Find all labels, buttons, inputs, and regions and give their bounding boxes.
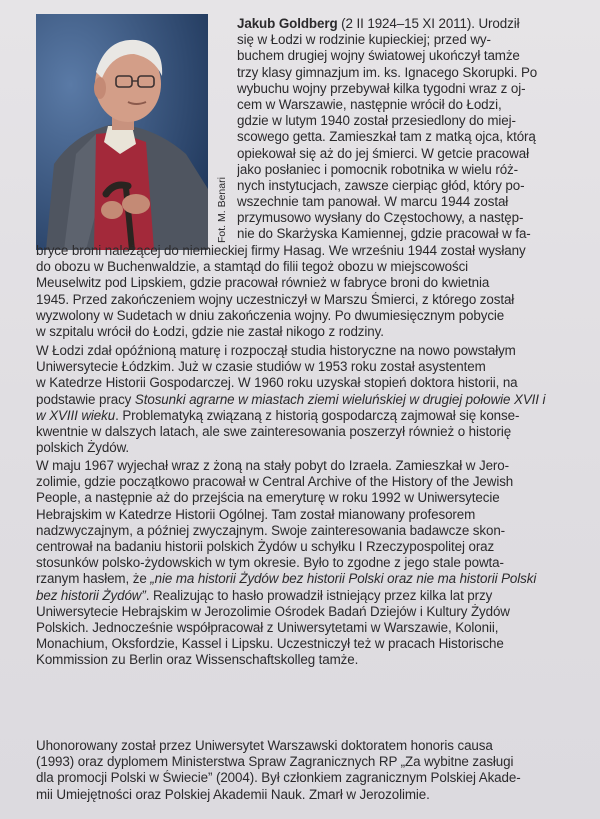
bio-paragraph-4 (36, 738, 585, 803)
person-name: Jakub Goldberg (237, 16, 338, 31)
text-line: nadzwyczajnym, a później zwyczajnym. Swoje zainteresowania badawcze skon- (36, 522, 506, 538)
text-line: stosunków polsko-żydowskich w tym okresie. Było to zgodne z jego stale powta- (36, 555, 504, 571)
text-line: wszechnie tam panował. W marcu 1944 został (237, 194, 509, 210)
text-line: opiekował się aż do jej śmierci. W getcie pracował (237, 145, 529, 161)
bio-paragraph-3 (36, 458, 585, 668)
text-line: rzanym hasłem, że „nie ma historii Żydów bez historii Polski oraz nie ma historii Polski (36, 571, 537, 587)
text-line: polskich Żydów. (36, 440, 130, 456)
text-line: w Katedrze Historii Gospodarczej. W 1960 roku uzyskał stopień doktora historii, na (36, 375, 518, 391)
thesis-title-end: w XVIII wieku (36, 407, 116, 423)
text-line: nych instytucjach, zawsze cierpiąc głód, który po- (237, 177, 525, 193)
text-line: Uhonorowany został przez Uniwersytet Warszawski doktoratem honoris causa (36, 738, 493, 753)
text-line: w szpitalu wrócił do Łodzi, gdzie nie zastał nikogo z rodziny. (36, 323, 384, 339)
text-line: Uniwersytecie Łódzkim. Już w czasie studiów w 1953 roku został asystentem (36, 359, 486, 375)
text-line: centrował na badaniu historii polskich Żydów u schyłku I Rzeczypospolitej oraz (36, 538, 495, 554)
text-line: mii Umiejętności oraz Polskiej Akademii Nauk. Zmarł w Jerozolimie. (36, 786, 430, 802)
motto-quote-end: bez historii Żydów” (36, 587, 146, 603)
text-line: podstawie pracy Stosunki agrarne w miastach ziemi wieluńskiej w drugiej połowie XVII i (36, 391, 546, 407)
text-line: Meuselwitz pod Lipskiem, gdzie pracował również w fabryce broni do kwietnia (36, 275, 490, 291)
text-line: bryce broni należącej do niemieckiej firmy Hasag. We wrześniu 1944 został wysłany (36, 243, 526, 258)
text-line: jako posłaniec i pomocnik robotnika w wielu róż- (237, 161, 519, 177)
text-line: przymusowo wysłany do Częstochowy, a następ- (237, 210, 524, 226)
thesis-title: Stosunki agrarne w miastach ziemi wieluńskiej w drugiej połowie XVII i (134, 391, 546, 407)
portrait-illustration (36, 14, 208, 250)
text-line: buchem drugiej wojny światowej ukończył tamże (237, 48, 520, 64)
text-line: scowego getta. Zamieszkał tam z matką ojca, którą (237, 129, 536, 145)
text-line: cem w Warszawie, następnie wrócił do Łodzi, (237, 96, 502, 112)
bio-intro (237, 16, 585, 243)
text-line: do obozu w Buchenwaldzie, a stamtąd do filii tegoż obozu w miejscowości (36, 259, 469, 275)
motto-quote: „nie ma historii Żydów bez historii Polski oraz nie ma historii Polski (150, 571, 537, 587)
text-line: wyzwolony w Sudetach w dniu zakończenia wojny. Po dwumiesięcznym pobycie (36, 307, 505, 323)
text-line: wybuchu wojny przebywał kilka tygodni wraz z oj- (237, 80, 526, 96)
text-line: kwentnie w dalszych latach, ale swe zainteresowania poszerzył również o historię (36, 423, 512, 439)
text-line: zolimie, gdzie początkowo pracował w Central Archive of the History of the Jewish (36, 474, 514, 490)
text-line: Kommission zu Berlin oraz Wissenschaftskolleg tamże. (36, 652, 359, 668)
bio-paragraph-1 (36, 243, 585, 340)
portrait-photo (36, 14, 208, 250)
text-line: Jakub Goldberg (2 II 1924–15 XI 2011). Urodził (237, 16, 520, 31)
text-line: nie do Skarżyska Kamiennej, gdzie pracował w fa- (237, 226, 531, 242)
text-line: 1945. Przed zakończeniem wojny uczestniczył w Marszu Śmierci, z którego został (36, 291, 515, 307)
text-line: gdzie w lutym 1940 został przesiedlony do miej- (237, 113, 516, 129)
text-line: W maju 1967 wyjechał wraz z żoną na stały pobyt do Izraela. Zamieszkał w Jero- (36, 458, 509, 473)
photo-credit: Fot. M. Benari (216, 177, 228, 243)
bio-paragraph-2 (36, 343, 585, 456)
text-line: Hebrajskim w Katedrze Historii Ogólnej. Tam został mianowany profesorem (36, 506, 476, 522)
text-line: People, a następnie aż do przejścia na emeryturę w roku 1992 w Uniwersytecie (36, 490, 500, 506)
text-line: w XVIII wieku. Problematyką związaną z historią gospodarczą zajmował się konse- (36, 407, 520, 423)
text-line: Uniwersytecie Hebrajskim w Jerozolimie Ośrodek Badań Dziejów i Kultury Żydów (36, 603, 510, 619)
text-line: trzy klasy gimnazjum im. ks. Ignacego Skorupki. Po (237, 64, 538, 80)
text-line: Monachium, Oksfordzie, Kassel i Lipsku. Uczestniczył też w pracach Historische (36, 636, 504, 652)
text-line: Polskich. Jednocześnie współpracował z Uniwersytetami w Warszawie, Kolonii, (36, 619, 499, 635)
text-line: się w Łodzi w rodzinie kupieckiej; przed wy- (237, 32, 491, 48)
text-line: W Łodzi zdał opóźnioną maturę i rozpoczął studia historyczne na nowo powstałym (36, 343, 516, 358)
text-line: dla promocji Polski w Świecie” (2004). Był członkiem zagranicznym Polskiej Akade- (36, 770, 521, 786)
text-line: bez historii Żydów”. Realizując to hasło prowadził istniejący przez kilka lat przy (36, 587, 493, 603)
text-line: (1993) oraz dyplomem Ministerstwa Spraw Zagranicznych RP „Za wybitne zasługi (36, 754, 514, 770)
